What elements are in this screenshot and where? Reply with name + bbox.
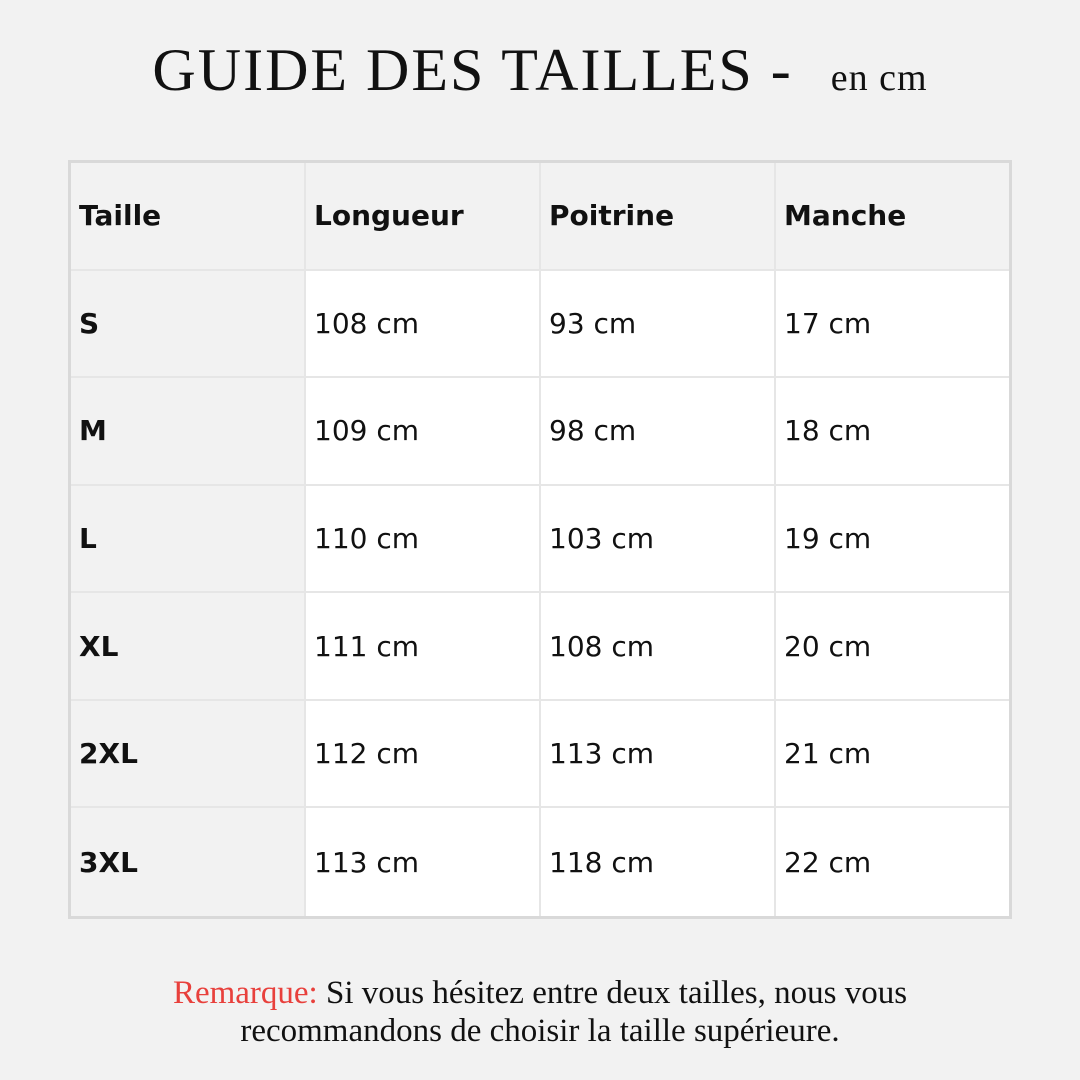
- cell-manche: 17 cm: [776, 271, 1009, 379]
- remark-note: [0, 974, 1080, 1050]
- size-label: M: [71, 378, 306, 486]
- size-table: [68, 160, 1012, 919]
- cell-poitrine: 118 cm: [541, 808, 776, 916]
- cell-poitrine: 103 cm: [541, 486, 776, 594]
- title-unit: en cm: [830, 57, 928, 99]
- size-label: 2XL: [71, 701, 306, 809]
- cell-manche: 18 cm: [776, 378, 1009, 486]
- title-main: GUIDE DES TAILLES -: [152, 37, 793, 103]
- cell-longueur: 112 cm: [306, 701, 541, 809]
- cell-poitrine: 108 cm: [541, 593, 776, 701]
- remark-line-1: [0, 974, 1080, 1012]
- cell-poitrine: 98 cm: [541, 378, 776, 486]
- cell-longueur: 113 cm: [306, 808, 541, 916]
- cell-manche: 19 cm: [776, 486, 1009, 594]
- cell-longueur: 108 cm: [306, 271, 541, 379]
- size-label: S: [71, 271, 306, 379]
- cell-longueur: 110 cm: [306, 486, 541, 594]
- size-label: XL: [71, 593, 306, 701]
- remark-line-2: recommandons de choisir la taille supérieure.: [240, 1013, 840, 1049]
- cell-manche: 22 cm: [784, 845, 872, 879]
- remark-text-1: Si vous hésitez entre deux tailles, nous vous: [325, 975, 908, 1011]
- cell-poitrine: 93 cm: [541, 271, 776, 379]
- header-taille: Taille: [71, 163, 306, 271]
- size-label: 3XL: [71, 808, 306, 916]
- header-manche: Manche: [776, 163, 1009, 271]
- cell-longueur: 111 cm: [306, 593, 541, 701]
- size-label: L: [71, 486, 306, 594]
- header-poitrine: Poitrine: [541, 163, 776, 271]
- cell-manche: 20 cm: [776, 593, 1009, 701]
- page-title: [0, 36, 1080, 105]
- cell-manche: 21 cm: [776, 701, 1009, 809]
- remark-label: Remarque:: [172, 975, 318, 1011]
- cell-longueur: 109 cm: [306, 378, 541, 486]
- header-longueur: Longueur: [306, 163, 541, 271]
- cell-poitrine: 113 cm: [541, 701, 776, 809]
